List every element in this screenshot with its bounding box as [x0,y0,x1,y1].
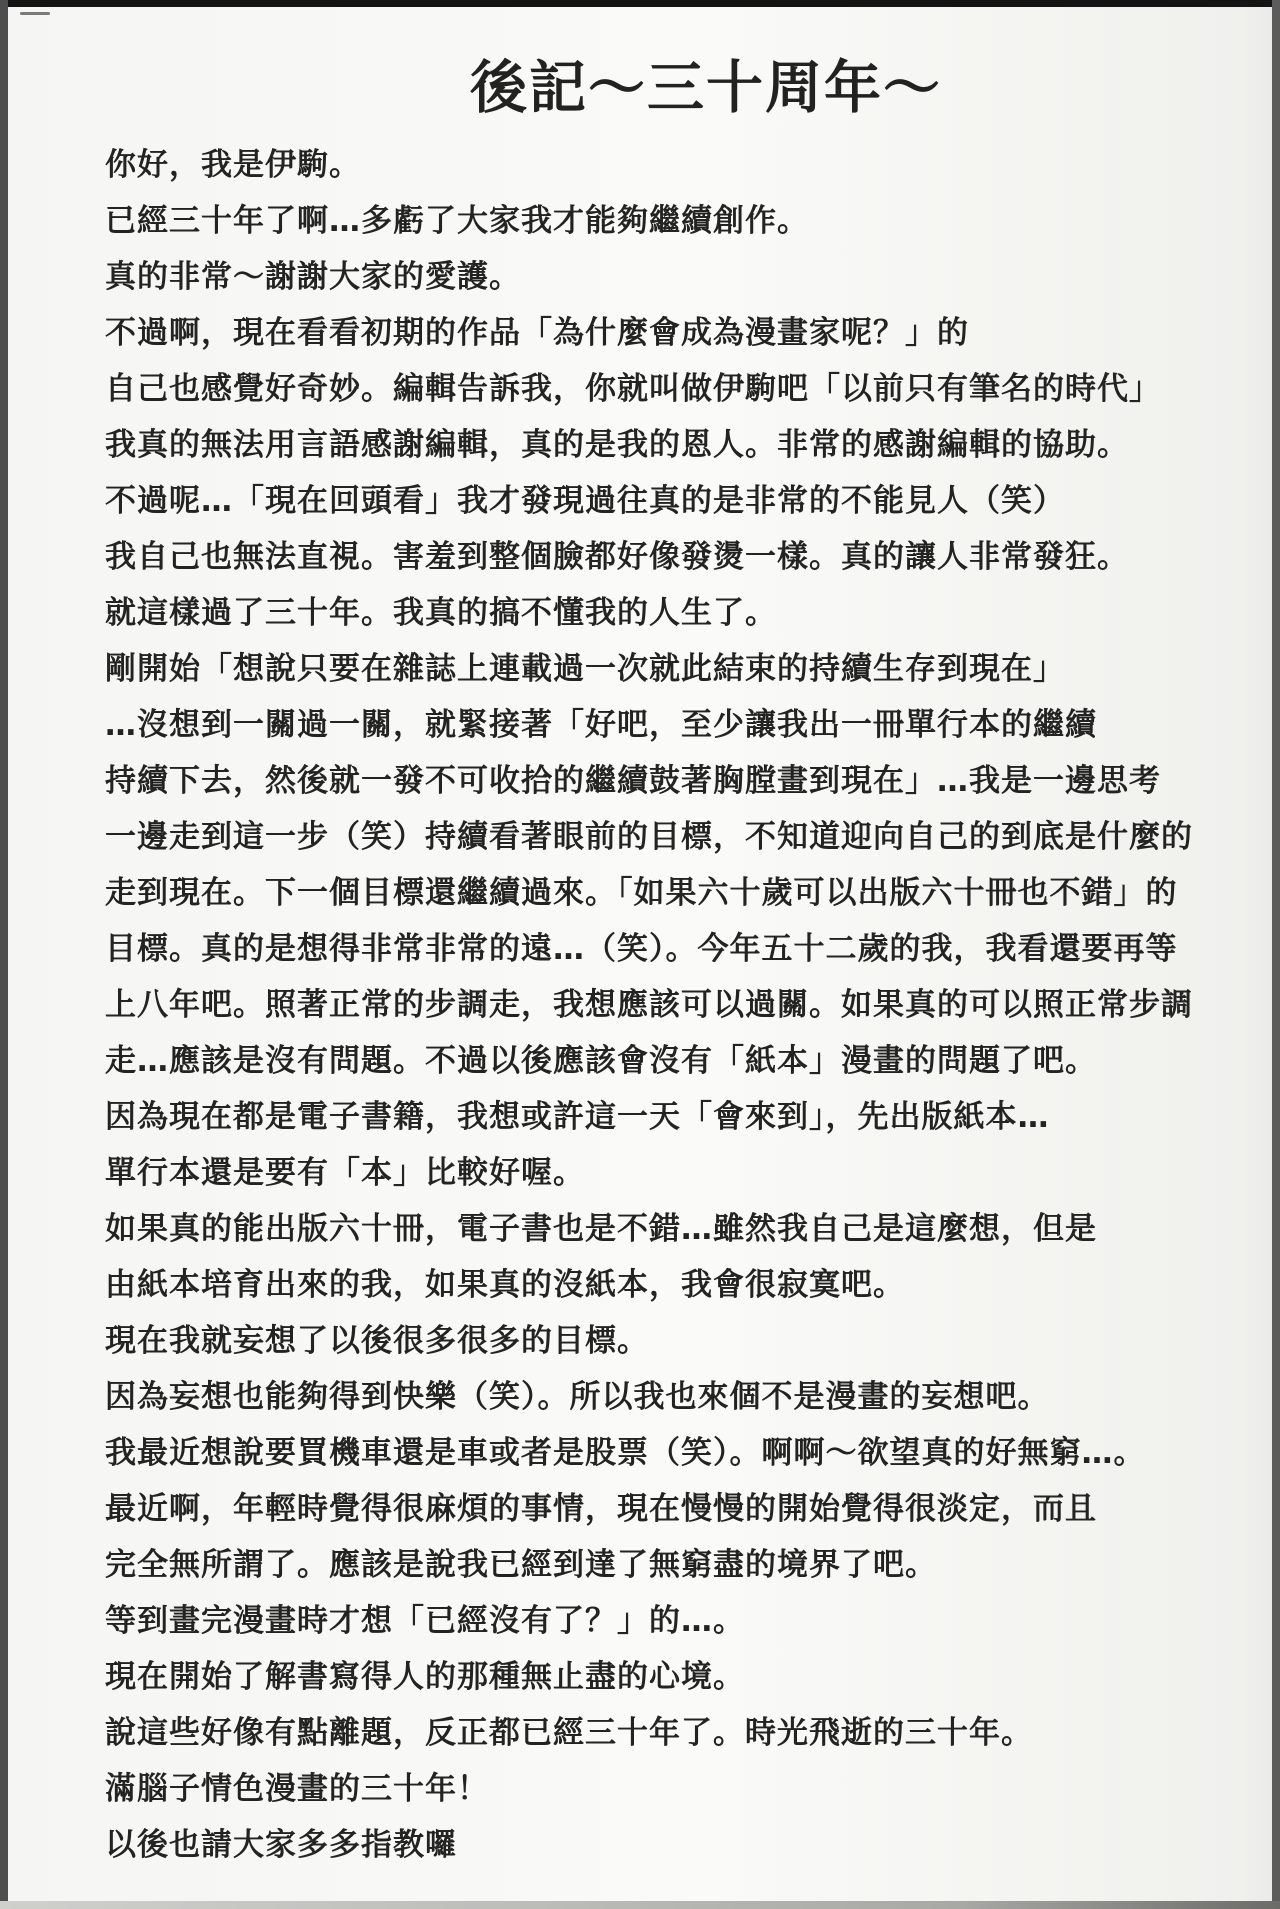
afterword-line: 以後也請大家多多指教囉 [105,1827,457,1863]
afterword-line: …沒想到一關過一關，就緊接著「好吧，至少讓我出一冊單行本的繼續 [105,707,1097,743]
afterword-line: 你好，我是伊駒。 [105,147,361,183]
afterword-line: 因為現在都是電子書籍，我想或許這一天「會來到」，先出版紙本… [105,1099,1050,1135]
afterword-line: 滿腦子情色漫畫的三十年！ [105,1771,489,1807]
afterword-line: 走…應該是沒有問題。不過以後應該會沒有「紙本」漫畫的問題了吧。 [105,1043,1097,1079]
afterword-line: 目標。真的是想得非常非常的遠…（笑）。今年五十二歲的我，我看還要再等 [105,931,1178,967]
afterword-line: 現在我就妄想了以後很多很多的目標。 [105,1323,649,1359]
afterword-line: 如果真的能出版六十冊，電子書也是不錯…雖然我自己是這麼想，但是 [105,1211,1097,1247]
afterword-line: 剛開始「想說只要在雜誌上連載過一次就此結束的持續生存到現在」 [105,651,1065,687]
afterword-line: 由紙本培育出來的我，如果真的沒紙本，我會很寂寞吧。 [105,1267,905,1303]
afterword-line: 單行本還是要有「本」比較好喔。 [105,1155,585,1191]
afterword-line: 已經三十年了啊…多虧了大家我才能夠繼續創作。 [105,203,809,239]
scan-border-bottom [0,1901,1280,1909]
afterword-body [0,137,1280,1873]
scan-border-right [1272,0,1280,1909]
afterword-line: 等到畫完漫畫時才想「已經沒有了？」的…。 [105,1603,745,1639]
afterword-line: 我最近想說要買機車還是車或者是股票（笑）。啊啊～欲望真的好無窮…。 [105,1435,1146,1471]
afterword-line: 最近啊，年輕時覺得很麻煩的事情，現在慢慢的開始覺得很淡定，而且 [105,1491,1097,1527]
afterword-line: 因為妄想也能夠得到快樂（笑）。所以我也來個不是漫畫的妄想吧。 [105,1379,1050,1415]
afterword-line: 不過啊，現在看看初期的作品「為什麼會成為漫畫家呢？」的 [105,315,969,351]
afterword-line: 我真的無法用言語感謝編輯，真的是我的恩人。非常的感謝編輯的協助。 [105,427,1129,463]
afterword-line: 現在開始了解書寫得人的那種無止盡的心境。 [105,1659,745,1695]
afterword-line: 不過呢…「現在回頭看」我才發現過往真的是非常的不能見人（笑） [105,483,1065,519]
afterword-line: 一邊走到這一步（笑）持續看著眼前的目標，不知道迎向自己的到底是什麼的 [105,819,1193,855]
scan-border-top [0,0,1280,7]
afterword-line: 走到現在。下一個目標還繼續過來。「如果六十歲可以出版六十冊也不錯」的 [105,875,1178,911]
afterword-line: 自己也感覺好奇妙。編輯告訴我，你就叫做伊駒吧「以前只有筆名的時代」 [105,371,1161,407]
afterword-line: 真的非常～謝謝大家的愛護。 [105,259,521,295]
afterword-line: 完全無所謂了。應該是說我已經到達了無窮盡的境界了吧。 [105,1547,937,1583]
afterword-line: 上八年吧。照著正常的步調走，我想應該可以過關。如果真的可以照正常步調 [105,987,1193,1023]
afterword-line: 持續下去，然後就一發不可收拾的繼續鼓著胸膛畫到現在」…我是一邊思考 [105,763,1161,799]
afterword-line: 就這樣過了三十年。我真的搞不懂我的人生了。 [105,595,777,631]
scan-artifact-dash [20,12,50,15]
page-title: 後記～三十周年～ [470,55,942,121]
afterword-line: 說這些好像有點離題，反正都已經三十年了。時光飛逝的三十年。 [105,1715,1033,1751]
scan-border-left [0,0,8,1909]
afterword-line: 我自己也無法直視。害羞到整個臉都好像發燙一樣。真的讓人非常發狂。 [105,539,1129,575]
